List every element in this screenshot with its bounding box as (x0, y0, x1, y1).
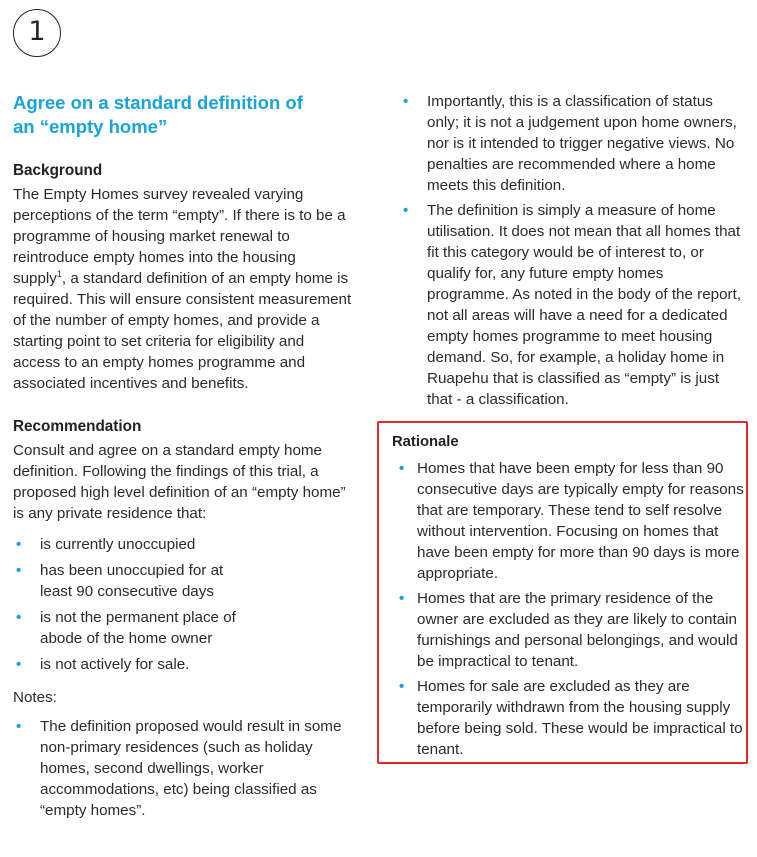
left-column (13, 91, 353, 821)
list-item: • Homes that are the primary residence of the owner are excluded as they are likely to contain furnishings and personal belongings, and would be impractical to tenant. (399, 590, 738, 670)
notes-list (13, 716, 353, 821)
list-item: • has been unoccupied for at least 90 consecutive days (16, 562, 224, 600)
notes-list-continued (400, 91, 745, 410)
list-item: • is currently unoccupied (16, 536, 196, 553)
recommendation-heading: Recommendation (13, 418, 142, 435)
page-title: Agree on a standard definition of an “empty home” (13, 92, 303, 137)
bullet-icon: • (399, 460, 405, 477)
recommendation-text: Consult and agree on a standard empty home definition. Following the findings of this trial, a proposed high level definition of an “empty home” is any private residence that: (13, 442, 346, 522)
notes-heading: Notes: (13, 689, 57, 706)
rationale-box (377, 421, 748, 764)
bullet-icon: • (16, 562, 22, 579)
right-column (400, 91, 745, 410)
bullet-icon: • (16, 656, 22, 673)
bullet-icon: • (16, 718, 22, 735)
list-item: • Importantly, this is a classification of status only; it is not a judgement upon home owners, nor is it intended to trigger negative views. No penalties are recommended where a home meets this definition. (403, 93, 737, 194)
list-item: • is not the permanent place of abode of the home owner (16, 609, 236, 647)
footnote-ref: 1 (56, 268, 62, 279)
rationale-heading: Rationale (392, 434, 459, 450)
bullet-icon: • (399, 590, 405, 607)
section-number-badge (13, 9, 61, 57)
rationale-list (392, 458, 746, 760)
bullet-icon: • (16, 536, 22, 553)
bullet-icon: • (399, 678, 405, 695)
section-number: 1 (28, 16, 46, 47)
list-item: • is not actively for sale. (16, 656, 190, 673)
list-item: • Homes that have been empty for less than 90 consecutive days are typically empty for reasons that are temporary. These tend to self resolve without intervention. Focusing on homes that have been empty for more than 90 days is more appropriate. (399, 460, 744, 582)
definition-criteria-list (13, 534, 353, 675)
background-heading: Background (13, 162, 103, 179)
list-item: • The definition is simply a measure of home utilisation. It does not mean that all homes that fit this category would be of interest to, or qualify for, any future empty homes programme. As noted in the body of the report, not all areas will have a need for a dedicated empty homes programme to meet housing demand. So, for example, a holiday home in Ruapehu that is classified as “empty” is just that - a classification. (403, 202, 742, 408)
bullet-icon: • (16, 609, 22, 626)
list-item: • The definition proposed would result in some non-primary residences (such as holiday homes, second dwellings, worker accommodations, etc) being classified as “empty homes”. (16, 718, 342, 819)
bullet-icon: • (403, 93, 409, 110)
list-item: • Homes for sale are excluded as they are temporarily withdrawn from the housing supply before being sold. These would be impractical to tenant. (399, 678, 743, 758)
bullet-icon: • (403, 202, 409, 219)
background-text: The Empty Homes survey revealed varying perceptions of the term “empty”. If there is to be a programme of housing market renewal to reintroduce empty homes into the housing supply$^1$, a standard definition of an empty home is required. This will ensure consistent measurement of the number of empty homes, and provide a starting point to set criteria for eligibility and access to an empty homes programme and associated incentives and benefits. (13, 186, 352, 392)
